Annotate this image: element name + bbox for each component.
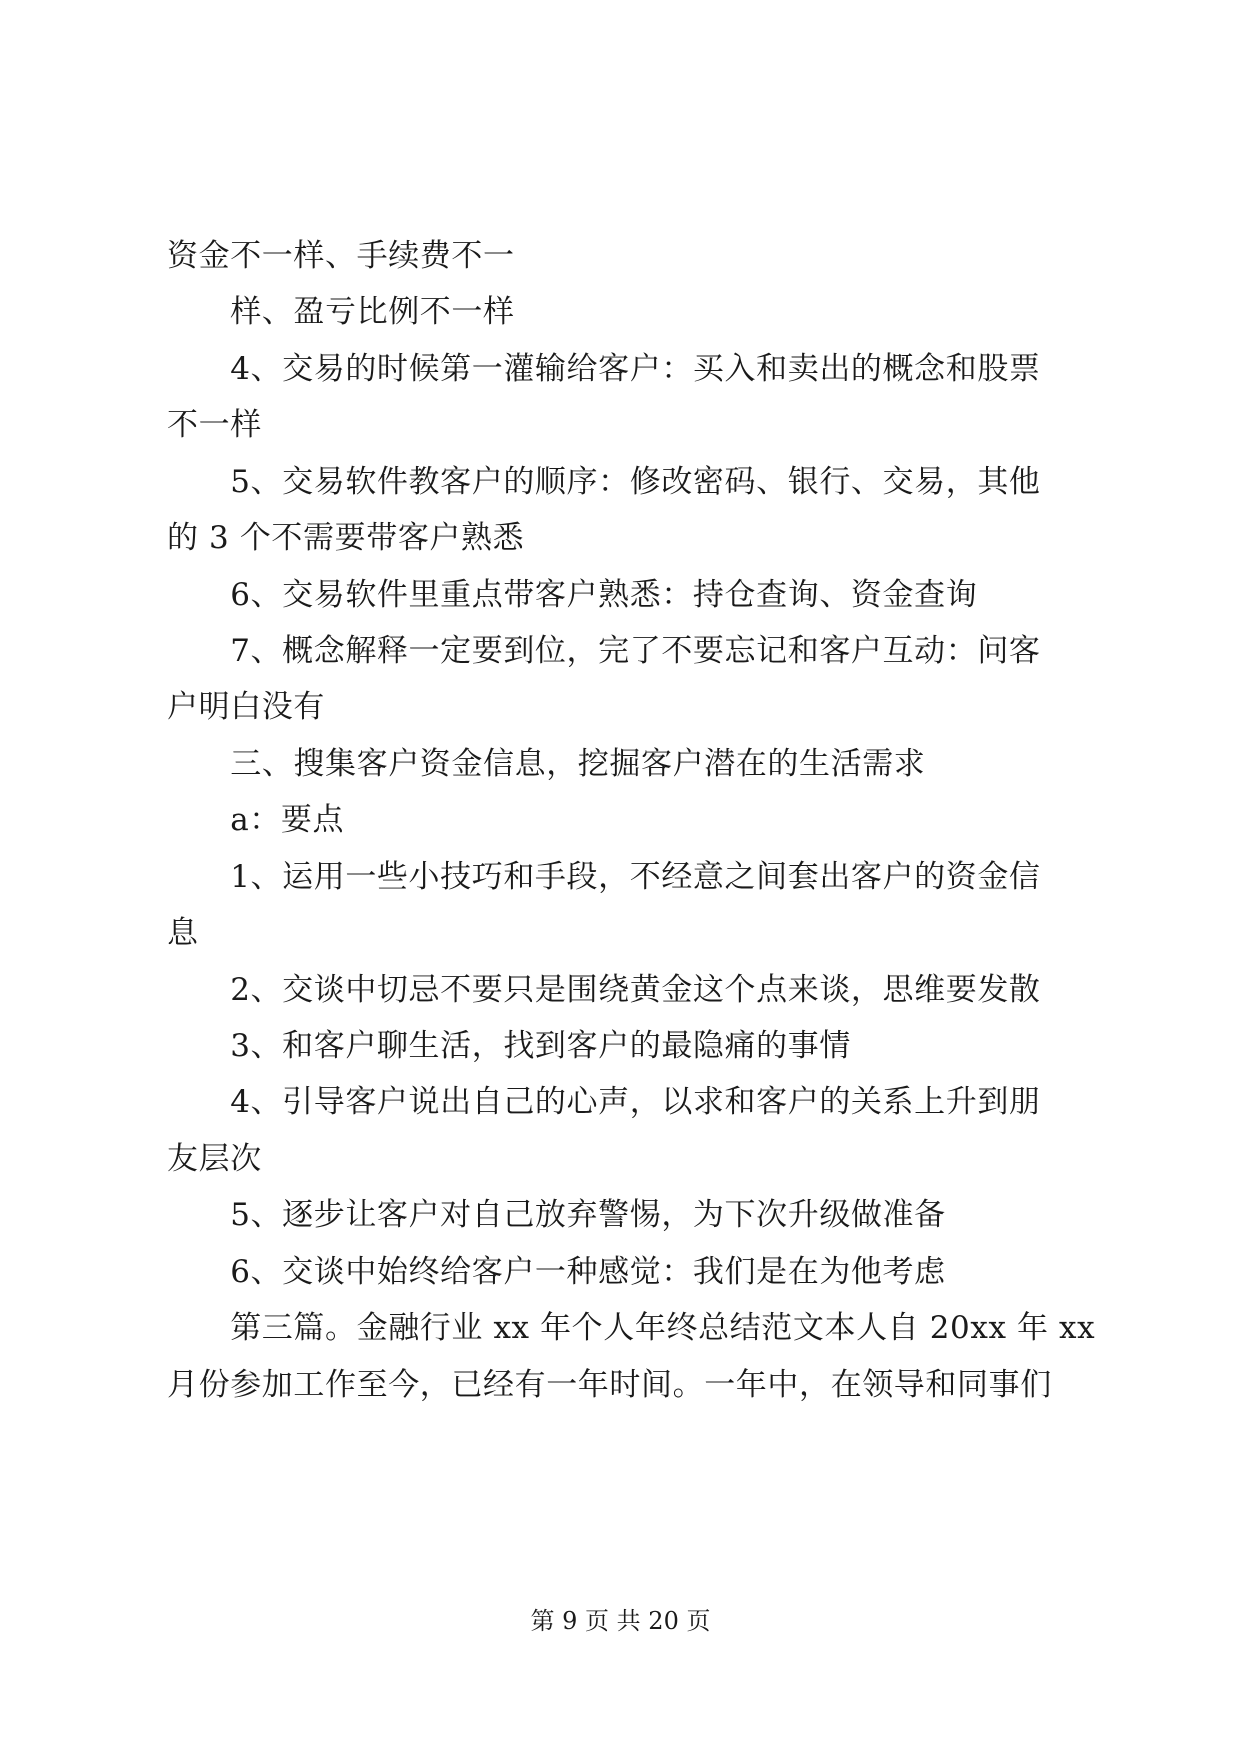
- body-line: 5、逐步让客户对自己放弃警惕，为下次升级做准备: [167, 1197, 946, 1233]
- body-line: 样、盈亏比例不一样: [167, 294, 515, 330]
- body-line: 4、引导客户说出自己的心声，以求和客户的关系上升到朋: [167, 1084, 1041, 1120]
- body-line: 户明白没有: [167, 689, 325, 725]
- body-line: 7、概念解释一定要到位，完了不要忘记和客户互动：问客: [167, 633, 1041, 669]
- body-line: 息: [167, 915, 199, 951]
- body-line: 5、交易软件教客户的顺序：修改密码、银行、交易，其他: [167, 464, 1041, 500]
- body-line: 4、交易的时候第一灌输给客户：买入和卖出的概念和股票: [167, 351, 1041, 387]
- section-heading: 三、搜集客户资金信息，挖掘客户潜在的生活需求: [167, 746, 926, 782]
- page-footer: 第 9 页 共 20 页: [530, 1607, 711, 1635]
- body-line: 资金不一样、手续费不一: [167, 238, 515, 274]
- body-line: 的 3 个不需要带客户熟悉: [167, 520, 525, 556]
- body-line: 6、交易软件里重点带客户熟悉：持仓查询、资金查询: [167, 577, 978, 613]
- body-line: a：要点: [167, 802, 345, 838]
- body-line: 友层次: [167, 1141, 262, 1177]
- body-line: 第三篇。金融行业 xx 年个人年终总结范文本人自 20xx 年 xx: [167, 1310, 1096, 1346]
- body-line: 不一样: [167, 407, 262, 443]
- body-line: 6、交谈中始终给客户一种感觉：我们是在为他考虑: [167, 1254, 946, 1290]
- body-line: 2、交谈中切忌不要只是围绕黄金这个点来谈，思维要发散: [167, 972, 1041, 1008]
- body-line: 3、和客户聊生活，找到客户的最隐痛的事情: [167, 1028, 851, 1064]
- body-line: 月份参加工作至今，已经有一年时间。一年中，在领导和同事们: [167, 1367, 1052, 1403]
- body-line: 1、运用一些小技巧和手段，不经意之间套出客户的资金信: [167, 859, 1041, 895]
